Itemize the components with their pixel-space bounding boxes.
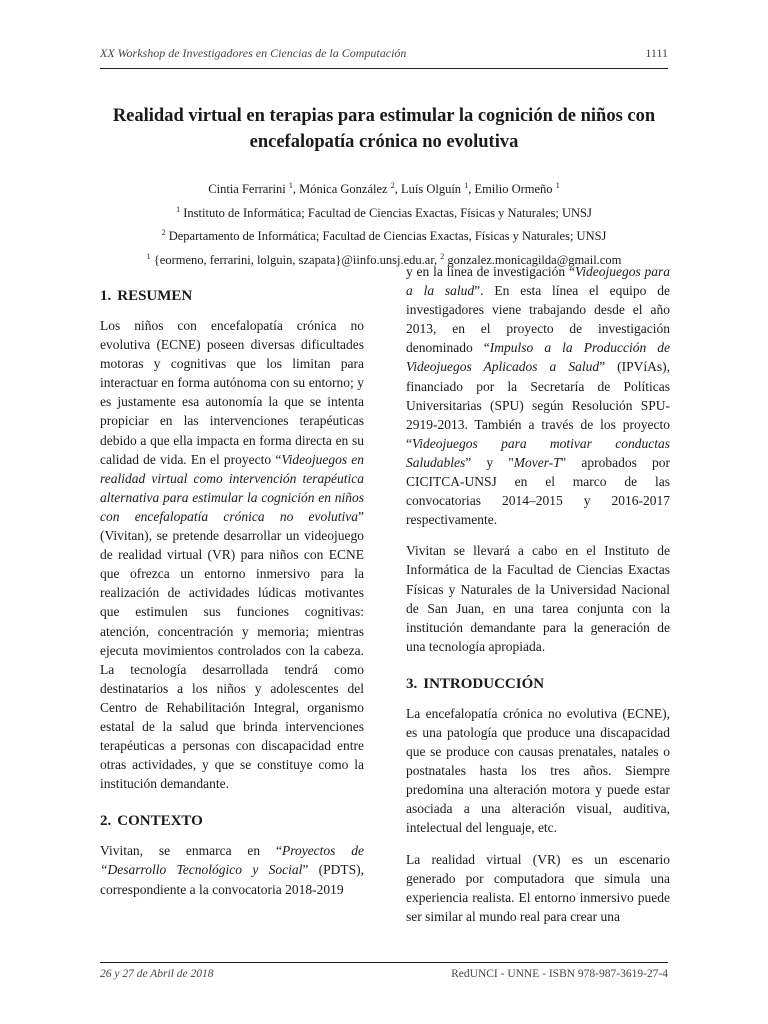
- research-line: Videojuegos para a la salud: [406, 264, 671, 299]
- project-title: Videojuegos en realidad virtual como intervención terapéutica alternativa para estimular la cognición en niños con encefalopatía crónica no evolutiva: [100, 451, 364, 524]
- affiliation-sup: 1: [176, 204, 181, 214]
- text-run: y en la línea de investigación “: [406, 264, 575, 279]
- author-name: Mónica González: [299, 182, 388, 196]
- page-number: 1111: [645, 46, 668, 60]
- author-name: Luís Olguín: [400, 182, 462, 196]
- email-sup: 1: [146, 251, 151, 261]
- text-run: " aprobados por CICITCA-UNSJ en el marco de las convocatorias 2014–2015 y 2016-2017 respectivamente.: [406, 454, 670, 528]
- email-sup: 2: [440, 251, 445, 261]
- project-name: Videojuegos para motivar conductas Saludables: [406, 435, 670, 470]
- program-name: Proyectos de “Desarrollo Tecnológico y Social: [100, 843, 364, 878]
- email-text: gonzalez.monicagilda@gmail.com: [447, 252, 622, 267]
- contexto-paragraph-1-continued: [406, 262, 670, 529]
- author-block: [100, 176, 668, 270]
- left-column: [100, 262, 364, 898]
- running-footer: [100, 968, 668, 980]
- contexto-paragraph-1: [100, 841, 364, 898]
- author-sup: 1: [464, 181, 469, 190]
- section-heading-contexto: [100, 811, 364, 831]
- right-column: [406, 262, 670, 938]
- author-names: Cintia Ferrarini $^1$, Mónica González $^2$, Luís Olguín $^1$, Emilio Ormeño $^1$: [208, 181, 560, 196]
- introduccion-paragraph-1: La encefalopatía crónica no evolutiva (ECNE), es una patología que produce una discapacidad que se produce con causas prenatales, natales o postnatales hasta los tres años. Siempre predomina una alteración motora y puede estar asociada a una alteración visual, auditiva, intelectual del lenguaje, etc.: [406, 705, 670, 836]
- text-run: ” (Vivitan), se pretende desarrollar un videojuego de realidad virtual (VR) para niños con ECNE que ofrezca un entorno inmersivo para la realización de actividades lúdicas motivantes que estimulen sus funciones cognitivas: atención, concentración y memoria; mientras ejecuta movimientos controlados con la cabeza. La tecnología desarrollada tendrá como destinatarios a los niños y adolescentes del Centro de Rehabilitación Integral, organismo estatal de la salud que brinda intervenciones terapéuticas a personas con discapacidad entre otras actividades, y que se constituye como la institución demandante.: [100, 508, 364, 792]
- contexto-paragraph-2: Vivitan se llevará a cabo en el Instituto de Informática de la Facultad de Ciencias Exactas Físicas y Naturales de la Universidad Nacional de San Juan, en una tarea conjunta con la institución demandante para la generación de una tecnología apropiada.: [406, 543, 670, 654]
- author-name: Cintia Ferrarini: [208, 182, 286, 196]
- resumen-paragraph: [100, 316, 364, 793]
- section-title: CONTEXTO: [117, 813, 203, 830]
- section-title: INTRODUCCIÓN: [423, 675, 545, 692]
- affiliation-2: [100, 223, 668, 247]
- section-heading-resumen: [100, 286, 364, 306]
- section-number: 3.: [406, 675, 418, 692]
- section-heading-introduccion: [406, 674, 670, 694]
- section-number: 2.: [100, 813, 112, 830]
- affiliation-text: Instituto de Informática; Facultad de Ciencias Exactas, Físicas y Naturales; UNSJ: [183, 205, 592, 220]
- header-venue: XX Workshop de Investigadores en Ciencias de la Computación: [100, 46, 407, 60]
- affiliation-sup: 2: [161, 228, 166, 237]
- project-name: Impulso a la Producción de Videojuegos Aplicados a Salud: [406, 340, 670, 375]
- author-sup: 1: [288, 181, 293, 190]
- footer-publisher: RedUNCI - UNNE - ISBN 978-987-3619-27-4: [451, 968, 668, 980]
- footer-date: 26 y 27 de Abril de 2018: [100, 968, 214, 980]
- introduccion-paragraph-2: La realidad virtual (VR) es un escenario generado por computadora que simula una experiencia realista. El entorno inmersivo puede ser similar al mundo real para crear una: [406, 851, 670, 924]
- author-name: Emilio Ormeño: [474, 182, 553, 196]
- section-title: RESUMEN: [117, 288, 193, 304]
- text-run: ”. En esta línea el equipo de investigadores viene trabajando desde el año 2013, en el proyecto de investigación denominado “: [406, 283, 670, 356]
- footer-rule: [100, 962, 668, 963]
- text-run: ” (PDTS), correspondiente a la convocatoria 2018-2019: [100, 862, 364, 897]
- email-text: {eormeno, ferrarini, lolguin, szapata}@iinfo.unsj.edu.ar,: [153, 252, 438, 267]
- text-run: ” (IPVíAs), financiado por la Secretaría de Políticas Universitarias (SPU) según Resolución SPU-2919-2013. También a través de los proyecto “: [406, 359, 670, 451]
- running-header: [100, 46, 668, 66]
- author-sup: 2: [390, 181, 395, 190]
- paper-title: Realidad virtual en terapias para estimular la cognición de niños con encefalopatía crónica no evolutiva: [112, 106, 656, 152]
- section-number: 1.: [100, 288, 112, 304]
- text-run: ” y ": [465, 454, 514, 470]
- header-rule: [100, 68, 668, 69]
- affiliation-text: Departamento de Informática; Facultad de Ciencias Exactas, Físicas y Naturales; UNSJ: [168, 229, 607, 243]
- affiliation-1: [100, 200, 668, 224]
- text-run: Vivitan, se enmarca en “: [100, 843, 282, 859]
- author-sup: 1: [555, 181, 560, 190]
- project-name: Mover-T: [513, 454, 561, 470]
- text-run: Los niños con encefalopatía crónica no evolutiva (ECNE) poseen diversas dificultades motoras y cognitivas que los limitan para interactuar en forma autónoma con su entorno; y es justamente esa autonomía la que se intenta propiciar en las intervenciones terapéuticas debido a que ella impacta en forma directa en su calidad de vida. En el proyecto “: [100, 318, 364, 467]
